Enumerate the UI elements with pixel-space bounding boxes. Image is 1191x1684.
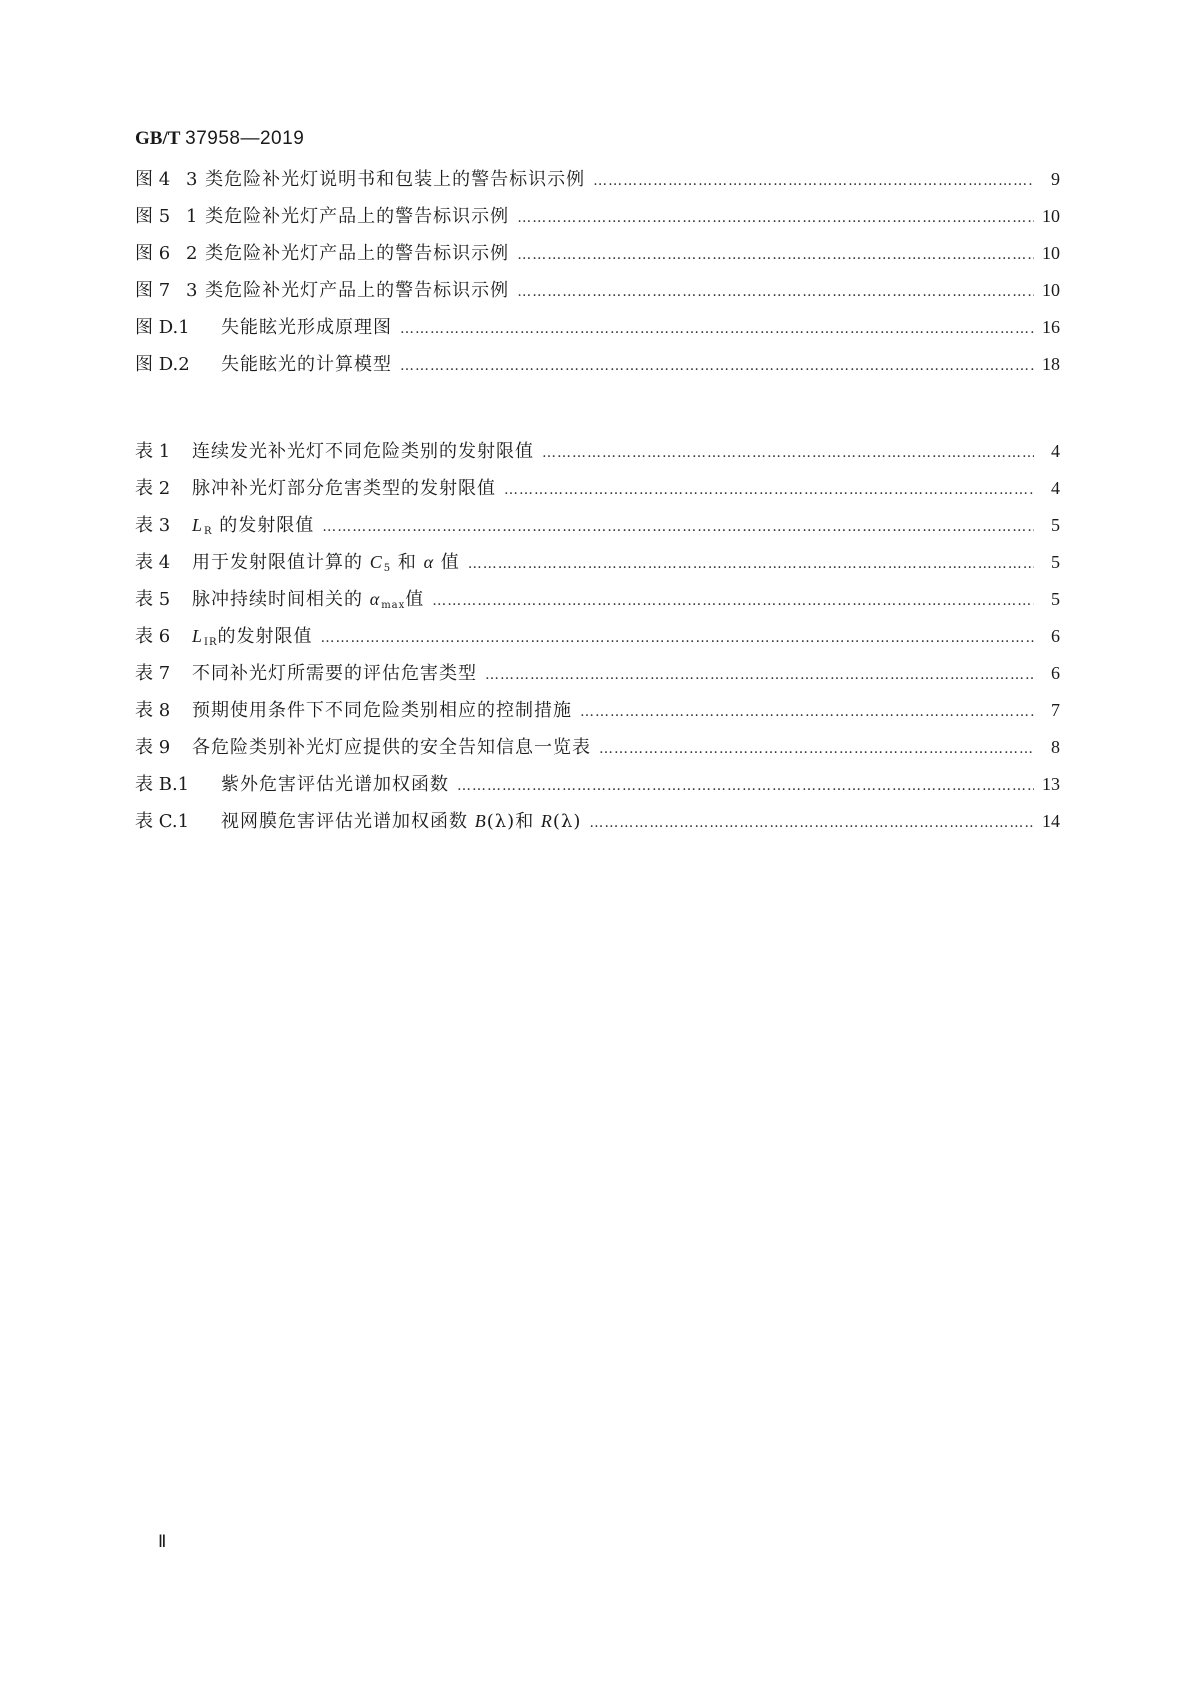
toc-entry-figure-d1[interactable] (135, 309, 1060, 346)
title-text: 的发射限值 (217, 626, 313, 647)
page-number: 5 (1051, 515, 1060, 535)
page-number: 7 (1051, 700, 1060, 720)
math-subscript: max (381, 600, 406, 611)
toc-entry-table-c1[interactable] (135, 803, 1060, 840)
title-text-2: 和 (391, 552, 424, 573)
page-number: 5 (1051, 589, 1060, 609)
dot-leader (485, 657, 1034, 694)
entry-number: 表 1 (135, 441, 171, 462)
page-number: 16 (1042, 317, 1060, 337)
page-number: 5 (1051, 552, 1060, 572)
toc-entry-figure-4[interactable] (135, 161, 1060, 198)
toc-entry-figure-7[interactable] (135, 272, 1060, 309)
entry-number: 表 8 (135, 700, 171, 721)
title-text-3: 值 (434, 552, 460, 573)
entry-number: 图 4 (135, 169, 171, 190)
dot-leader (542, 435, 1034, 472)
toc-entry-table-2[interactable] (135, 470, 1060, 507)
dot-leader (517, 237, 1034, 274)
entry-number: 表 C.1 (135, 811, 190, 832)
toc-entry-table-9[interactable] (135, 729, 1060, 766)
toc-entry-table-8[interactable] (135, 692, 1060, 729)
toc-entry-figure-d2[interactable] (135, 346, 1060, 383)
dot-leader (517, 274, 1034, 311)
toc-entry-table-4[interactable] (135, 544, 1060, 581)
entry-title: 3 类危险补光灯产品上的警告标识示例 (186, 280, 510, 301)
math-symbol: L (192, 515, 204, 535)
entry-title: 失能眩光形成原理图 (221, 317, 392, 338)
math-symbol: B (474, 811, 487, 831)
toc-entry-table-6[interactable] (135, 618, 1060, 655)
entry-number: 图 7 (135, 280, 171, 301)
entry-title: 不同补光灯所需要的评估危害类型 (192, 663, 477, 684)
entry-title (221, 803, 581, 840)
toc-entry-table-3[interactable] (135, 507, 1060, 544)
page-number: 6 (1051, 626, 1060, 646)
page-number: 9 (1051, 169, 1060, 189)
toc-entry-table-1[interactable] (135, 433, 1060, 470)
entry-title: 连续发光补光灯不同危险类别的发射限值 (192, 441, 534, 462)
entry-number: 表 2 (135, 478, 171, 499)
title-text-2: 值 (405, 589, 425, 610)
standard-number: 37958—2019 (185, 128, 305, 149)
title-text: 用于发射限值计算的 (192, 552, 370, 573)
page-number: 10 (1042, 280, 1060, 300)
entry-number: 表 6 (135, 626, 171, 647)
entry-number: 图 D.1 (135, 317, 190, 338)
dot-leader (321, 620, 1035, 657)
dot-leader (589, 805, 1034, 842)
math-symbol: C (369, 552, 383, 572)
dot-leader (599, 731, 1034, 768)
entry-number: 图 D.2 (135, 354, 190, 375)
entry-number: 表 9 (135, 737, 171, 758)
page-number: 10 (1042, 243, 1060, 263)
title-text: 的发射限值 (212, 515, 315, 536)
math-subscript: 5 (383, 563, 392, 574)
math-subscript: IR (204, 637, 218, 648)
dot-leader (580, 694, 1034, 731)
dot-leader (322, 509, 1034, 546)
title-text-3: (λ) (552, 811, 582, 832)
entry-title: 2 类危险补光灯产品上的警告标识示例 (186, 243, 510, 264)
title-text: 脉冲持续时间相关的 (192, 589, 370, 610)
dot-leader (400, 311, 1034, 348)
dot-leader (468, 546, 1034, 583)
math-subscript: R (204, 526, 213, 537)
entry-number: 表 5 (135, 589, 171, 610)
entry-title: 紫外危害评估光谱加权函数 (221, 774, 449, 795)
page-number: 8 (1051, 737, 1060, 757)
toc-entry-table-7[interactable] (135, 655, 1060, 692)
entry-title: 3 类危险补光灯说明书和包装上的警告标识示例 (186, 169, 586, 190)
entry-number: 表 7 (135, 663, 171, 684)
entry-number: 图 6 (135, 243, 171, 264)
entry-title: 预期使用条件下不同危险类别相应的控制措施 (192, 700, 572, 721)
title-text: 视网膜危害评估光谱加权函数 (221, 811, 475, 832)
table-list (135, 433, 1060, 840)
entry-title: 脉冲补光灯部分危害类型的发射限值 (192, 478, 496, 499)
toc-entry-table-5[interactable] (135, 581, 1060, 618)
dot-leader (400, 348, 1034, 385)
page-number: 14 (1042, 811, 1060, 831)
page-number: 4 (1051, 441, 1060, 461)
math-symbol: α (369, 589, 381, 609)
page-number: 6 (1051, 663, 1060, 683)
title-text-2: (λ)和 (486, 811, 541, 832)
math-symbol: L (192, 626, 204, 646)
dot-leader (593, 163, 1034, 200)
dot-leader (432, 583, 1034, 620)
entry-title: 各危险类别补光灯应提供的安全告知信息一览表 (192, 737, 591, 758)
page-number: 4 (1051, 478, 1060, 498)
entry-number: 表 3 (135, 515, 171, 536)
toc-entry-figure-5[interactable] (135, 198, 1060, 235)
entry-number: 表 4 (135, 552, 171, 573)
entry-number: 表 B.1 (135, 774, 190, 795)
entry-title: 失能眩光的计算模型 (221, 354, 392, 375)
toc-entry-figure-6[interactable] (135, 235, 1060, 272)
dot-leader (504, 472, 1034, 509)
page-number: 18 (1042, 354, 1060, 374)
math-symbol-2: α (423, 552, 435, 572)
standard-code: GB/T (135, 128, 181, 149)
entry-title: 1 类危险补光灯产品上的警告标识示例 (186, 206, 510, 227)
math-symbol-2: R (540, 811, 553, 831)
dot-leader (457, 768, 1034, 805)
page-folio: Ⅱ (158, 1532, 167, 1551)
entry-number: 图 5 (135, 206, 171, 227)
dot-leader (517, 200, 1034, 237)
toc-entry-table-b1[interactable] (135, 766, 1060, 803)
document-header (135, 128, 304, 150)
page-number: 10 (1042, 206, 1060, 226)
figure-list (135, 161, 1060, 383)
page-number: 13 (1042, 774, 1060, 794)
